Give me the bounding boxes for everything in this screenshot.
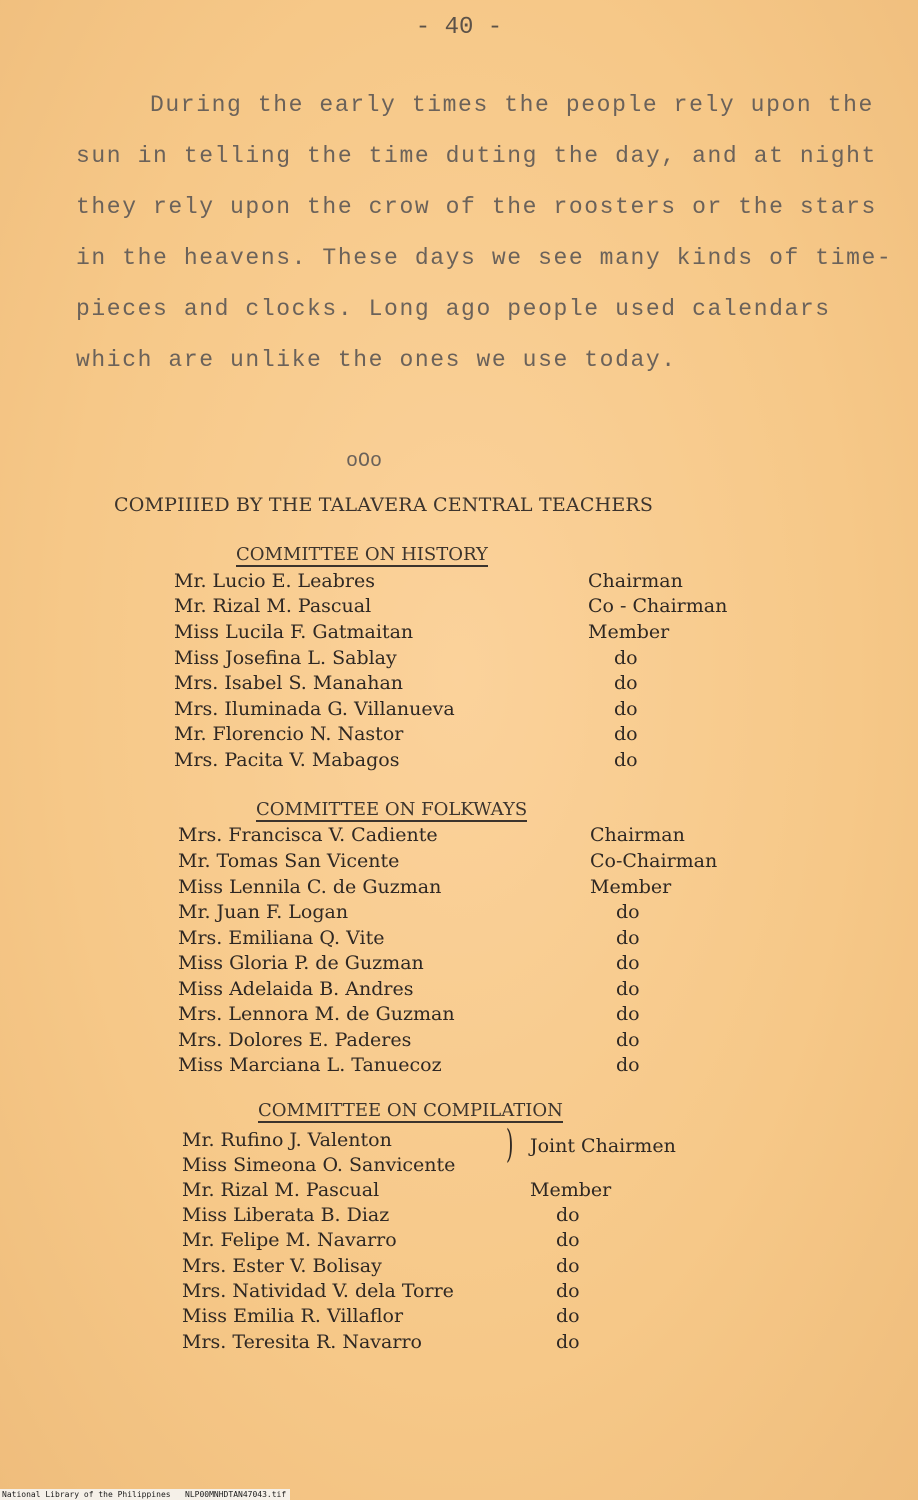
member-row bbox=[174, 697, 455, 721]
member-role-cell bbox=[590, 849, 717, 873]
member-role: do bbox=[556, 1204, 580, 1226]
member-name: Mr. Rizal M. Pascual bbox=[182, 1179, 380, 1201]
member-name: Miss Josefina L. Sablay bbox=[174, 647, 397, 669]
member-role: do bbox=[614, 749, 638, 771]
member-role: Chairman bbox=[588, 570, 683, 592]
member-role: do bbox=[556, 1331, 580, 1353]
member-name: Mr. Tomas San Vicente bbox=[178, 850, 400, 872]
member-row bbox=[182, 1279, 454, 1303]
member-name: Miss Adelaida B. Andres bbox=[178, 978, 414, 1000]
member-row bbox=[174, 646, 397, 670]
committee-folkways-heading: COMMITTEE ON FOLKWAYS bbox=[256, 799, 528, 820]
member-name: Mrs. Natividad V. dela Torre bbox=[182, 1280, 454, 1302]
member-role: Member bbox=[590, 876, 672, 898]
member-role-cell bbox=[616, 900, 640, 924]
member-row bbox=[174, 620, 413, 644]
member-role: Member bbox=[588, 621, 670, 643]
member-role-cell bbox=[616, 1028, 640, 1052]
member-role-cell bbox=[588, 620, 669, 644]
member-row bbox=[178, 900, 348, 924]
member-name: Mrs. Dolores E. Paderes bbox=[178, 1029, 412, 1051]
joint-chair-name-row bbox=[182, 1128, 392, 1152]
committee-compilation-heading: COMMITTEE ON COMPILATION bbox=[258, 1100, 563, 1121]
member-role-cell bbox=[614, 671, 638, 695]
member-role-cell bbox=[616, 951, 640, 975]
member-row bbox=[178, 1028, 411, 1052]
member-name: Miss Liberata B. Diaz bbox=[182, 1204, 390, 1226]
member-name: Mr. Rizal M. Pascual bbox=[174, 595, 372, 617]
member-name: Mr. Florencio N. Nastor bbox=[174, 723, 404, 745]
member-role: Co - Chairman bbox=[588, 595, 728, 617]
member-role-cell bbox=[556, 1304, 580, 1328]
member-role: do bbox=[616, 901, 640, 923]
paragraph-line: in the heavens. These days we see many kinds of time- bbox=[76, 245, 893, 271]
member-row bbox=[178, 849, 399, 873]
member-name: Mr. Juan F. Logan bbox=[178, 901, 349, 923]
member-role: do bbox=[614, 672, 638, 694]
member-row bbox=[174, 748, 399, 772]
member-role: Co-Chairman bbox=[590, 850, 718, 872]
member-name: Miss Gloria P. de Guzman bbox=[178, 952, 424, 974]
member-name: Miss Lucila F. Gatmaitan bbox=[174, 621, 414, 643]
committee-history-heading: COMMITTEE ON HISTORY bbox=[236, 544, 488, 565]
member-role: do bbox=[616, 952, 640, 974]
member-role-cell bbox=[556, 1254, 580, 1278]
member-role-cell bbox=[614, 722, 638, 746]
member-row bbox=[182, 1203, 389, 1227]
member-role-cell bbox=[616, 1053, 640, 1077]
member-role-cell bbox=[590, 823, 685, 847]
member-role-cell bbox=[590, 875, 671, 899]
member-row bbox=[178, 823, 438, 847]
member-role-cell bbox=[556, 1330, 580, 1354]
member-role: do bbox=[556, 1305, 580, 1327]
member-role: do bbox=[614, 647, 638, 669]
member-name: Mrs. Ester V. Bolisay bbox=[182, 1255, 382, 1277]
member-name: Mrs. Francisca V. Cadiente bbox=[178, 824, 438, 846]
member-role: do bbox=[614, 698, 638, 720]
member-name: Mrs. Lennora M. de Guzman bbox=[178, 1003, 455, 1025]
member-role-cell bbox=[614, 646, 638, 670]
member-role: do bbox=[556, 1229, 580, 1251]
member-name: Mrs. Pacita V. Mabagos bbox=[174, 749, 400, 771]
paragraph-line: sun in telling the time duting the day, and at night bbox=[76, 143, 877, 169]
member-role-cell bbox=[614, 697, 638, 721]
member-role: do bbox=[616, 1054, 640, 1076]
member-role-cell bbox=[530, 1178, 611, 1202]
member-role-cell bbox=[556, 1203, 580, 1227]
paragraph-line: they rely upon the crow of the roosters or the stars bbox=[76, 194, 877, 220]
member-row bbox=[182, 1228, 397, 1252]
member-row bbox=[178, 926, 384, 950]
member-role: do bbox=[556, 1280, 580, 1302]
joint-brace: ) bbox=[506, 1122, 514, 1166]
member-row bbox=[182, 1254, 382, 1278]
paragraph-line: During the early times the people rely upon the bbox=[150, 92, 874, 118]
member-row bbox=[182, 1304, 403, 1328]
member-role: Chairman bbox=[590, 824, 685, 846]
member-row bbox=[182, 1178, 379, 1202]
member-role-cell bbox=[616, 926, 640, 950]
member-name: Miss Simeona O. Sanvicente bbox=[182, 1154, 456, 1176]
member-role: do bbox=[616, 978, 640, 1000]
member-role-cell bbox=[556, 1228, 580, 1252]
member-role-cell bbox=[588, 569, 683, 593]
member-row bbox=[174, 569, 375, 593]
member-role: Member bbox=[530, 1179, 612, 1201]
page-number: - 40 - bbox=[415, 14, 503, 41]
section-separator: oOo bbox=[346, 450, 383, 473]
member-name: Miss Lennila C. de Guzman bbox=[178, 876, 442, 898]
member-name: Mrs. Teresita R. Navarro bbox=[182, 1331, 422, 1353]
member-row bbox=[178, 977, 413, 1001]
paragraph-line: pieces and clocks. Long ago people used calendars bbox=[76, 296, 831, 322]
member-row bbox=[178, 875, 441, 899]
member-row bbox=[178, 1053, 442, 1077]
member-name: Mrs. Iluminada G. Villanueva bbox=[174, 698, 455, 720]
member-name: Mrs. Emiliana Q. Vite bbox=[178, 927, 385, 949]
member-role-cell bbox=[616, 977, 640, 1001]
member-role-cell bbox=[556, 1279, 580, 1303]
scan-footer: National Library of the Philippines NLP00MNHDTAN47043.tif bbox=[0, 1489, 290, 1500]
member-role: Joint Chairmen bbox=[530, 1135, 676, 1157]
member-role: do bbox=[614, 723, 638, 745]
member-row bbox=[174, 594, 371, 618]
member-name: Miss Marciana L. Tanuecoz bbox=[178, 1054, 442, 1076]
member-row bbox=[174, 722, 403, 746]
joint-chair-name-row bbox=[182, 1153, 455, 1177]
paragraph-line: which are unlike the ones we use today. bbox=[76, 347, 677, 373]
member-role-cell bbox=[530, 1134, 676, 1158]
member-name: Mrs. Isabel S. Manahan bbox=[174, 672, 404, 694]
member-row bbox=[182, 1330, 422, 1354]
member-name: Mr. Lucio E. Leabres bbox=[174, 570, 375, 592]
member-row bbox=[178, 1002, 455, 1026]
member-role-cell bbox=[614, 748, 638, 772]
member-role: do bbox=[616, 927, 640, 949]
member-role: do bbox=[556, 1255, 580, 1277]
member-role: do bbox=[616, 1029, 640, 1051]
member-role-cell bbox=[616, 1002, 640, 1026]
member-name: Miss Emilia R. Villaflor bbox=[182, 1305, 404, 1327]
member-role-cell bbox=[588, 594, 727, 618]
member-role: do bbox=[616, 1003, 640, 1025]
member-name: Mr. Rufino J. Valenton bbox=[182, 1129, 392, 1151]
compiled-by-heading: COMPIIIED BY THE TALAVERA CENTRAL TEACHERS bbox=[114, 494, 654, 516]
member-row bbox=[174, 671, 403, 695]
member-row bbox=[178, 951, 424, 975]
member-name: Mr. Felipe M. Navarro bbox=[182, 1229, 397, 1251]
